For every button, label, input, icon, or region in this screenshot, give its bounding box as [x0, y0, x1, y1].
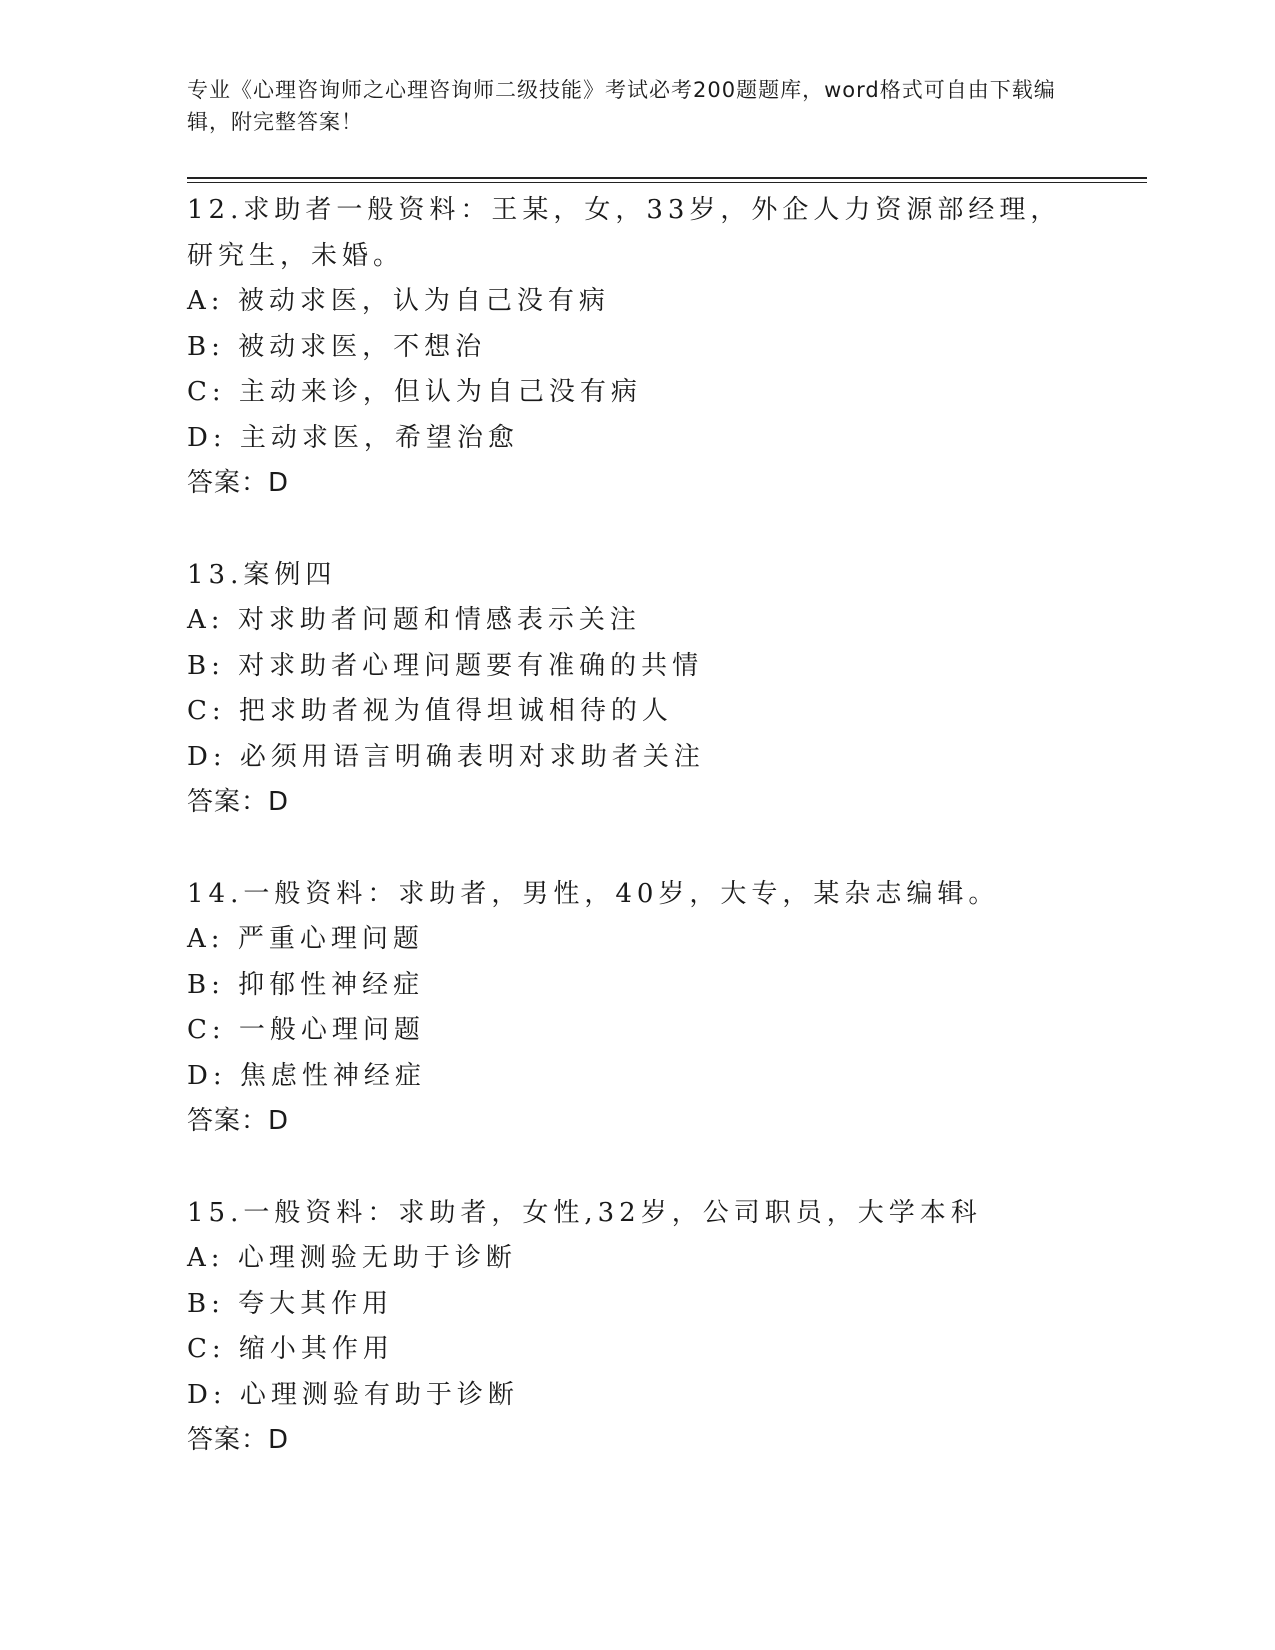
option-d	[187, 1373, 1087, 1419]
option-text: 夸大其作用	[238, 1288, 394, 1319]
option-d	[187, 1054, 1087, 1100]
option-text: 被动求医，不想治	[238, 331, 487, 362]
option-key: D:	[187, 422, 227, 453]
option-key: A:	[187, 286, 225, 316]
option-key: B:	[187, 650, 225, 681]
option-text: 一般心理问题	[238, 1015, 425, 1045]
option-key: C:	[187, 1334, 226, 1364]
question-stem: 15.一般资料：求助者，女性,32岁，公司职员，大学本科	[187, 1197, 982, 1228]
question-15	[187, 1191, 1087, 1464]
option-key: B:	[187, 1288, 225, 1319]
option-a	[187, 598, 1087, 644]
option-d	[187, 416, 1087, 462]
header-divider-thick	[187, 177, 1147, 179]
option-d	[187, 735, 1087, 781]
option-c	[187, 370, 1087, 416]
option-text: 被动求医，认为自己没有病	[237, 286, 610, 316]
option-c	[187, 689, 1087, 735]
option-key: B:	[187, 331, 225, 362]
option-text: 对求助者问题和情感表示关注	[237, 605, 641, 635]
question-stem: 14.一般资料：求助者，男性，40岁，大专，某杂志编辑。	[187, 878, 1000, 909]
option-a	[187, 279, 1087, 325]
option-text: 心理测验无助于诊断	[237, 1243, 517, 1273]
option-key: D:	[187, 1379, 227, 1410]
option-b	[187, 963, 1087, 1009]
answer: 答案：D	[187, 787, 290, 817]
option-b	[187, 325, 1087, 371]
option-key: B:	[187, 969, 225, 1000]
option-text: 把求助者视为值得坦诚相待的人	[238, 696, 673, 726]
question-14	[187, 872, 1087, 1145]
option-key: C:	[187, 1015, 226, 1045]
header-divider-thin	[187, 182, 1147, 183]
question-13	[187, 553, 1087, 826]
option-text: 主动来诊，但认为自己没有病	[238, 377, 642, 407]
answer: 答案：D	[187, 1106, 290, 1136]
option-c	[187, 1327, 1087, 1373]
option-key: A:	[187, 924, 225, 954]
answer: 答案：D	[187, 468, 290, 498]
question-list	[187, 188, 1087, 1510]
question-stem: 13.案例四	[187, 559, 337, 590]
option-a	[187, 1236, 1087, 1282]
option-key: A:	[187, 1243, 225, 1273]
option-key: D:	[187, 741, 227, 772]
option-key: C:	[187, 696, 226, 726]
question-12	[187, 188, 1087, 507]
option-text: 抑郁性神经症	[238, 969, 425, 1000]
option-text: 严重心理问题	[237, 924, 424, 954]
option-text: 必须用语言明确表明对求助者关注	[239, 741, 705, 772]
option-c	[187, 1008, 1087, 1054]
option-text: 缩小其作用	[238, 1334, 394, 1364]
option-text: 焦虑性神经症	[239, 1060, 426, 1091]
option-text: 心理测验有助于诊断	[239, 1379, 519, 1410]
option-b	[187, 644, 1087, 690]
document-header: 专业《心理咨询师之心理咨询师二级技能》考试必考200题题库，word格式可自由下载编辑，附完整答案！	[187, 78, 1056, 134]
option-key: C:	[187, 377, 226, 407]
answer: 答案：D	[187, 1425, 290, 1455]
question-stem: 12.求助者一般资料：王某，女，33岁，外企人力资源部经理，研究生，未婚。	[187, 195, 1062, 271]
option-text: 对求助者心理问题要有准确的共情	[238, 650, 704, 681]
option-b	[187, 1282, 1087, 1328]
option-key: D:	[187, 1060, 227, 1091]
option-key: A:	[187, 605, 225, 635]
option-text: 主动求医，希望治愈	[239, 422, 519, 453]
option-a	[187, 917, 1087, 963]
